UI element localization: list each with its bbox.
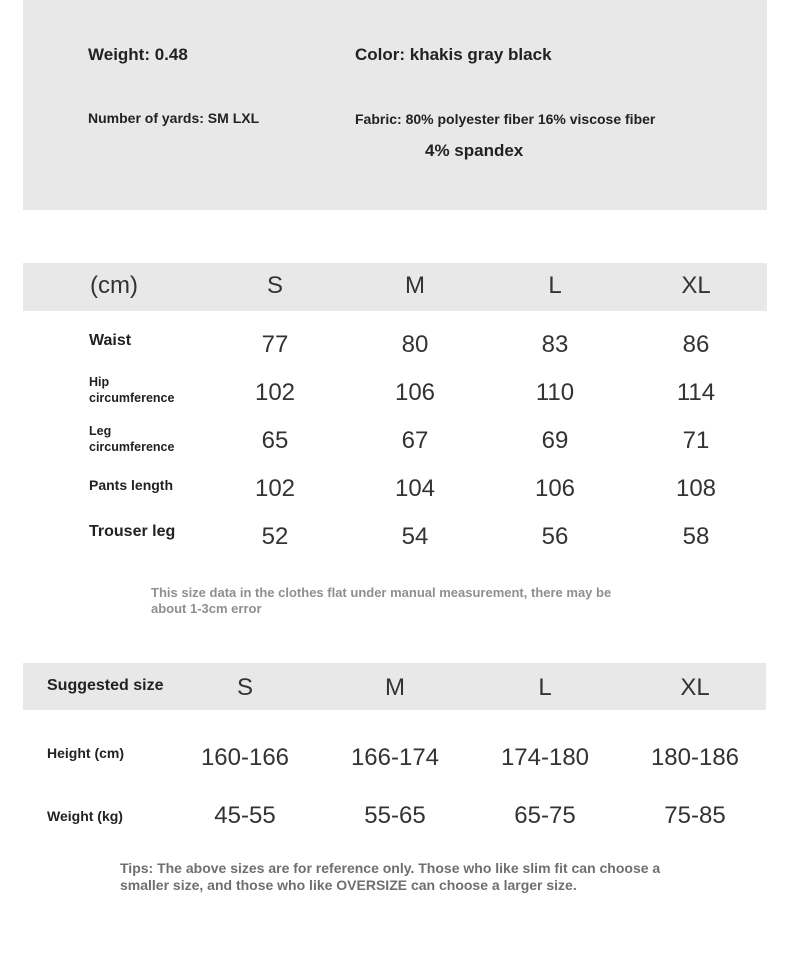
table-cell: 69 xyxy=(541,427,569,454)
row-label-leg-line1: Leg xyxy=(89,424,112,438)
table-cell: 55-65 xyxy=(364,802,426,829)
size-header-s: S xyxy=(266,272,283,299)
size-header-xl: XL xyxy=(681,272,711,299)
table-cell: 83 xyxy=(541,331,569,358)
table-cell: 77 xyxy=(261,331,289,358)
table-cell: 75-85 xyxy=(664,802,726,829)
table-cell: 104 xyxy=(394,475,436,502)
suggested-size-header: Suggested size xyxy=(47,677,164,694)
product-info-panel xyxy=(23,0,767,210)
table-cell: 67 xyxy=(401,427,429,454)
suggested-header-s: S xyxy=(236,674,253,701)
row-label-trouser-leg: Trouser leg xyxy=(89,523,176,540)
table-cell: 65-75 xyxy=(514,802,576,829)
tips-line2: smaller size, and those who like OVERSIZE can choose a larger size. xyxy=(120,877,577,893)
table-cell: 110 xyxy=(535,379,575,406)
table-cell: 86 xyxy=(682,331,710,358)
table-cell: 166-174 xyxy=(350,744,440,771)
table-cell: 114 xyxy=(676,379,716,406)
table-cell: 56 xyxy=(541,523,569,550)
size-header-l: L xyxy=(548,272,562,299)
table-cell: 160-166 xyxy=(200,744,290,771)
table-cell: 80 xyxy=(401,331,429,358)
table-cell: 54 xyxy=(401,523,429,550)
table-cell: 180-186 xyxy=(650,744,740,771)
fabric-info-line1: Fabric: 80% polyester fiber 16% viscose fiber xyxy=(355,111,656,127)
unit-header: (cm) xyxy=(90,272,138,299)
row-label-waist: Waist xyxy=(89,332,132,349)
row-label-weight: Weight (kg) xyxy=(47,808,123,824)
table-cell: 52 xyxy=(261,523,289,550)
table-cell: 65 xyxy=(261,427,289,454)
row-label-leg-line2: circumference xyxy=(89,440,175,454)
table-cell: 45-55 xyxy=(214,802,276,829)
table-cell: 106 xyxy=(394,379,436,406)
color-info: Color: khakis gray black xyxy=(355,45,552,64)
measurement-note-line1: This size data in the clothes flat under manual measurement, there may be xyxy=(151,585,612,600)
table-cell: 102 xyxy=(254,379,296,406)
table-cell: 106 xyxy=(534,475,576,502)
suggested-header-xl: XL xyxy=(680,674,710,701)
fabric-info-line2: 4% spandex xyxy=(425,141,524,160)
row-label-pants-length: Pants length xyxy=(89,477,174,493)
weight-info: Weight: 0.48 xyxy=(88,45,188,64)
measurement-note-line2: about 1-3cm error xyxy=(151,601,262,616)
table-cell: 71 xyxy=(682,427,710,454)
suggested-header-m: M xyxy=(385,674,405,701)
table-cell: 108 xyxy=(675,475,717,502)
table-cell: 102 xyxy=(254,475,296,502)
tips-line1: Tips: The above sizes are for reference only. Those who like slim fit can choose a xyxy=(120,860,661,876)
suggested-header-l: L xyxy=(538,674,552,701)
table-cell: 174-180 xyxy=(500,744,590,771)
table-cell: 58 xyxy=(682,523,710,550)
row-label-hip-line2: circumference xyxy=(89,391,175,405)
size-header-m: M xyxy=(405,272,425,299)
row-label-height: Height (cm) xyxy=(47,745,124,761)
row-label-hip-line1: Hip xyxy=(89,375,110,389)
yards-info: Number of yards: SM LXL xyxy=(88,110,260,126)
